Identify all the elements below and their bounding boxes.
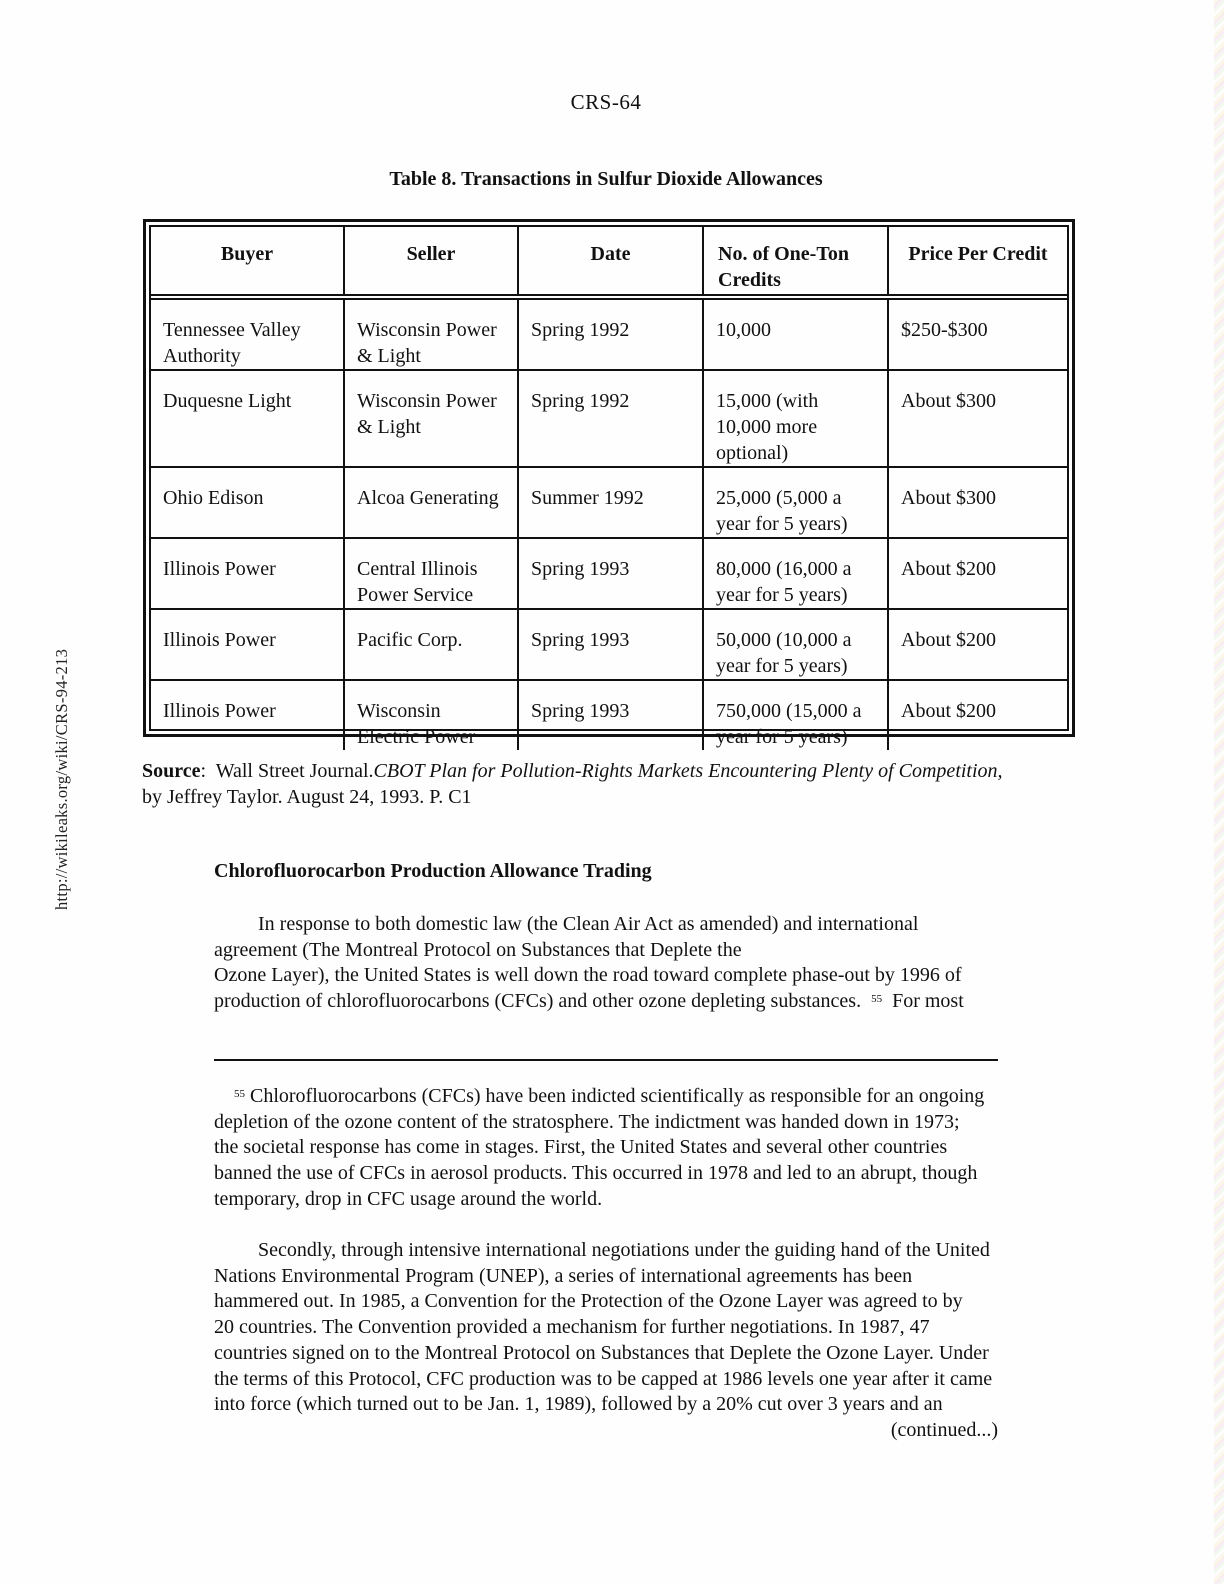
cell-buyer: Duquesne Light xyxy=(151,370,344,467)
scan-edge-strip xyxy=(1214,0,1224,1584)
cell-price: About $200 xyxy=(888,538,1067,609)
cell-date: Spring 1993 xyxy=(518,680,703,750)
cell-date: Summer 1992 xyxy=(518,467,703,538)
source-article-title: CBOT Plan for Pollution-Rights Markets Encountering Plenty of Competition, xyxy=(373,760,1003,782)
cell-date: Spring 1992 xyxy=(518,370,703,467)
continued-note: (continued...) xyxy=(890,1418,998,1441)
footnote-line: depletion of the ozone content of the stratosphere. The indictment was handed down in 1973; xyxy=(214,1110,960,1133)
table-row xyxy=(151,538,1067,609)
source-label: Source xyxy=(142,760,201,782)
cell-price: About $200 xyxy=(888,609,1067,680)
header-date: Date xyxy=(518,227,703,297)
footnote-line: banned the use of CFCs in aerosol products. This occurred in 1978 and led to an abrupt, though xyxy=(214,1162,978,1185)
section-heading: Chlorofluorocarbon Production Allowance Trading xyxy=(214,860,652,882)
table-title: Table 8. Transactions in Sulfur Dioxide Allowances xyxy=(389,168,823,190)
footnote-line: Nations Environmental Program (UNEP), a series of international agreements has been xyxy=(214,1264,913,1287)
footnote-line: hammered out. In 1985, a Convention for the Protection of the Ozone Layer was agreed to by xyxy=(214,1290,963,1313)
footnote-line: into force (which turned out to be Jan. 1, 1989), followed by a 20% cut over 3 years and an xyxy=(214,1393,943,1416)
body-line: production of chlorofluorocarbons (CFCs) and other ozone depleting substances. $^{55}$ For most xyxy=(214,990,964,1013)
cell-credits: 15,000 (with 10,000 more optional) xyxy=(703,370,888,467)
table-row xyxy=(151,609,1067,680)
table-row xyxy=(151,467,1067,538)
header-price: Price Per Credit xyxy=(888,227,1067,297)
cell-seller: Wisconsin Power & Light xyxy=(344,297,518,370)
cell-credits: 80,000 (16,000 a year for 5 years) xyxy=(703,538,888,609)
cell-date: Spring 1992 xyxy=(518,297,703,370)
footnote-line: Secondly, through intensive international negotiations under the guiding hand of the United xyxy=(258,1239,990,1261)
footnote-divider xyxy=(214,1059,998,1061)
header-seller: Seller xyxy=(344,227,518,297)
cell-credits: 10,000 xyxy=(703,297,888,370)
side-url-watermark: http://wikileaks.org/wiki/CRS-94-213 xyxy=(52,648,71,910)
table-header-row xyxy=(151,227,1067,297)
footnote-line: $^{55}$ Chlorofluorocarbons (CFCs) have been indicted scientifically as responsible for an ongoing xyxy=(234,1085,985,1107)
footnote-55-paragraph-2 xyxy=(214,1238,998,1444)
cell-seller: Wisconsin Electric Power xyxy=(344,680,518,750)
cell-price: About $300 xyxy=(888,370,1067,467)
transactions-table xyxy=(143,219,1075,748)
cell-seller: Central Illinois Power Service xyxy=(344,538,518,609)
footnote-line: 20 countries. The Convention provided a mechanism for further negotiations. In 1987, 47 xyxy=(214,1316,930,1339)
cell-date: Spring 1993 xyxy=(518,609,703,680)
cell-seller: Wisconsin Power & Light xyxy=(344,370,518,467)
footnote-line: the societal response has come in stages. First, the United States and several other countries xyxy=(214,1136,948,1159)
header-buyer: Buyer xyxy=(151,227,344,297)
cell-credits: 25,000 (5,000 a year for 5 years) xyxy=(703,467,888,538)
footnote-55-paragraph-1 xyxy=(214,1084,998,1213)
body-paragraph xyxy=(214,912,998,1015)
cell-date: Spring 1993 xyxy=(518,538,703,609)
footnote-number: 55 xyxy=(234,1088,245,1100)
footnote-line: the terms of this Protocol, CFC production was to be capped at 1986 levels one year after it came xyxy=(214,1367,993,1390)
table-row xyxy=(151,680,1067,750)
page-number: CRS-64 xyxy=(570,90,642,114)
cell-price: $250-$300 xyxy=(888,297,1067,370)
cell-buyer: Illinois Power xyxy=(151,680,344,750)
cell-seller: Pacific Corp. xyxy=(344,609,518,680)
cell-price: About $200 xyxy=(888,680,1067,750)
cell-credits: 750,000 (15,000 a year for 5 years) xyxy=(703,680,888,750)
table-source-note: Source: Wall Street Journal.CBOT Plan for Pollution-Rights Markets Encountering Plenty of Competition, by Jeffrey Taylor. August 24, 1993. P. C1 xyxy=(142,760,1003,808)
cell-buyer: Illinois Power xyxy=(151,609,344,680)
cell-price: About $300 xyxy=(888,467,1067,538)
source-byline: by Jeffrey Taylor. August 24, 1993. P. C1 xyxy=(142,786,472,808)
cell-buyer: Illinois Power xyxy=(151,538,344,609)
table-row xyxy=(151,370,1067,467)
footnote-line: countries signed on to the Montreal Protocol on Substances that Deplete the Ozone Layer. Under xyxy=(214,1341,989,1364)
table-row xyxy=(151,297,1067,370)
footnote-ref[interactable]: 55 xyxy=(871,993,883,1006)
cell-buyer: Tennessee Valley Authority xyxy=(151,297,344,370)
body-line: agreement (The Montreal Protocol on Substances that Deplete the xyxy=(214,938,742,961)
body-line: Ozone Layer), the United States is well down the road toward complete phase-out by 1996 of xyxy=(214,964,962,987)
cell-credits: 50,000 (10,000 a year for 5 years) xyxy=(703,609,888,680)
footnote-line: temporary, drop in CFC usage around the world. xyxy=(214,1187,603,1210)
cell-buyer: Ohio Edison xyxy=(151,467,344,538)
header-credits: No. of One-Ton Credits xyxy=(703,227,888,297)
body-line: In response to both domestic law (the Clean Air Act as amended) and international xyxy=(258,913,919,935)
source-publication: Wall Street Journal. xyxy=(215,760,374,782)
cell-seller: Alcoa Generating xyxy=(344,467,518,538)
